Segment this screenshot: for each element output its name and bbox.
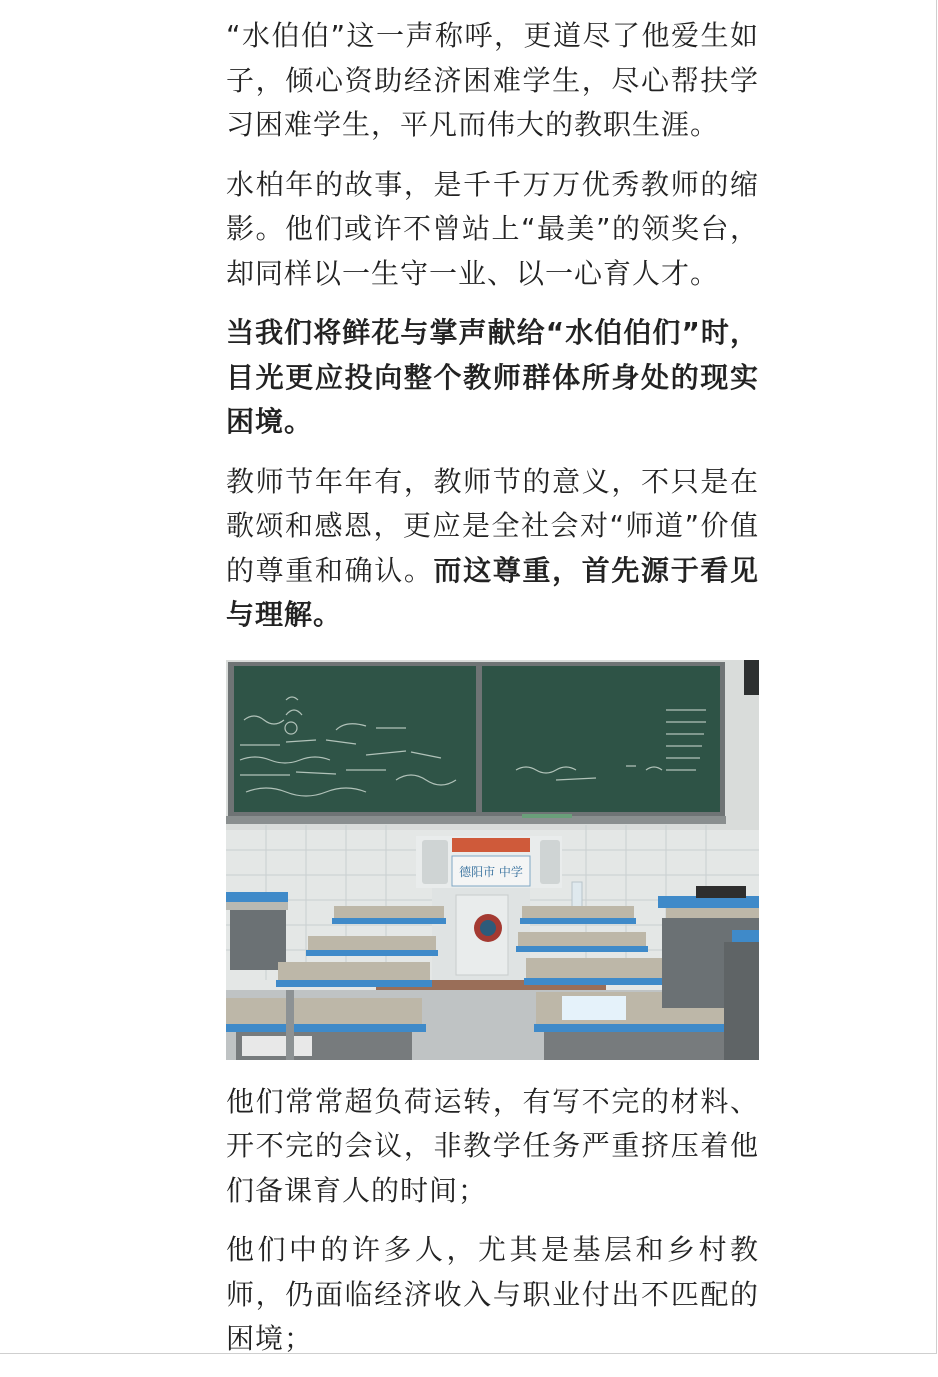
paragraph-4-emphasis: 而这尊重，首先源于看见与理解。: [226, 553, 759, 631]
paragraph-4: [226, 460, 759, 638]
paragraph-5: 他们常常超负荷运转，有写不完的材料、开不完的会议，非教学任务严重挤压着他们备课育人的时间；: [226, 1084, 759, 1207]
classroom-photo: [226, 660, 759, 1060]
paragraph-1: “水伯伯”这一声称呼，更道尽了他爱生如子，倾心资助经济困难学生，尽心帮扶学习困难学生，平凡而伟大的教职生涯。: [226, 19, 759, 141]
paragraph-6: 他们中的许多人，尤其是基层和乡村教师，仍面临经济收入与职业付出不匹配的困境；: [226, 1233, 759, 1355]
article-body: [226, 14, 759, 1377]
paragraph-3-emphasis: 当我们将鲜花与掌声献给“水伯伯们”时，目光更应投向整个教师群体所身处的现实困境。: [226, 316, 759, 438]
paragraph-2: 水柏年的故事，是千千万万优秀教师的缩影。他们或许不曾站上“最美”的领奖台，却同样以一生守一业、以一心育人才。: [226, 167, 759, 290]
podium-sign: 德阳市 中学: [459, 864, 523, 879]
paragraph-4-regular: 教师节年年有，教师节的意义，不只是在歌颂和感恩，更应是全社会对“师道”价值的尊重和确认。: [226, 464, 759, 587]
